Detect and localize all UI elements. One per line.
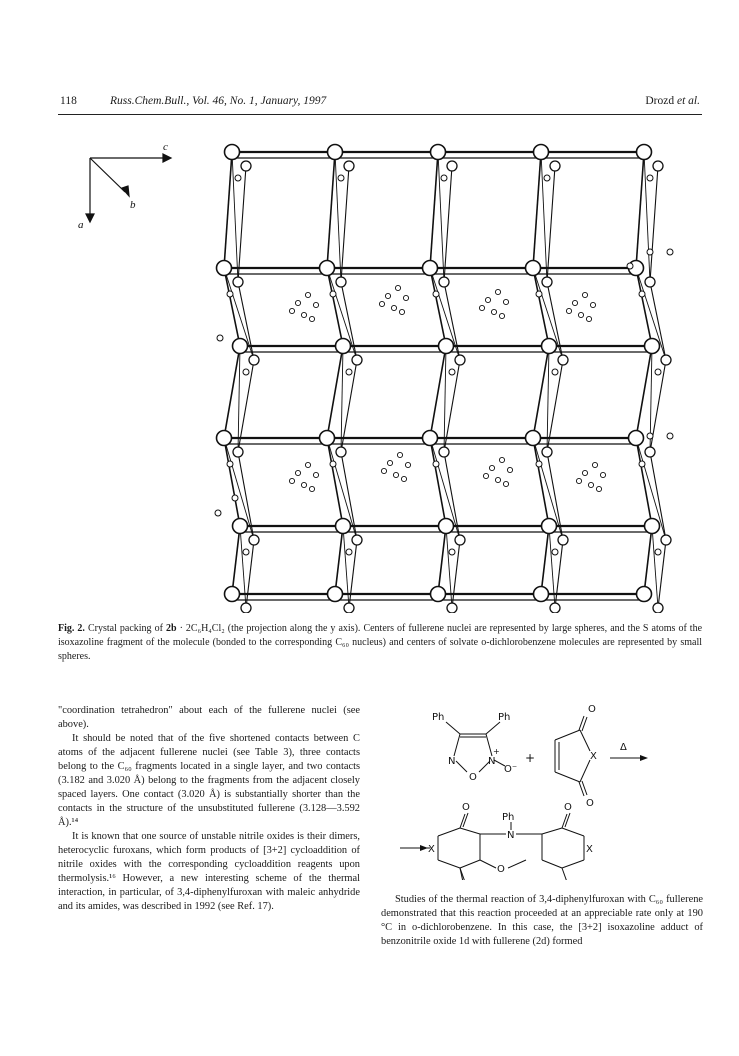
fullerene-sphere (645, 339, 660, 354)
fullerene-sphere (455, 535, 465, 545)
header-rule (58, 114, 702, 115)
solvate-sphere (295, 470, 300, 475)
solvate-sphere (395, 285, 400, 290)
lattice-bond (341, 346, 343, 452)
fullerene-sphere (439, 277, 449, 287)
fullerene-sphere (336, 277, 346, 287)
solvate-sphere (572, 300, 577, 305)
fullerene-sphere (217, 261, 232, 276)
fullerene-sphere (439, 447, 449, 457)
nitrogen-label: N (488, 756, 496, 767)
reaction-scheme (390, 700, 720, 880)
solvate-sphere (309, 486, 314, 491)
solvate-sphere (627, 263, 633, 269)
phenyl-label: Ph (502, 812, 515, 823)
lattice-bond (644, 152, 650, 282)
solvate-sphere (305, 292, 310, 297)
solvate-sphere (313, 472, 318, 477)
oxygen-label: O (497, 864, 505, 875)
lattice-bond (650, 166, 658, 282)
solvate-sphere (393, 472, 398, 477)
fullerene-sphere (645, 519, 660, 534)
lattice-bond (547, 346, 549, 452)
lattice-bond (224, 346, 240, 438)
lattice-drawing (215, 145, 673, 614)
fullerene-sphere (233, 447, 243, 457)
solvate-sphere (301, 482, 306, 487)
running-header (60, 95, 700, 113)
fullerene-sphere (653, 603, 663, 613)
solvate-sphere (503, 481, 508, 486)
oxygen-label: O (462, 802, 470, 813)
lattice-bond (644, 526, 652, 594)
lattice-bond (547, 166, 555, 282)
sulfur-sphere (330, 461, 336, 467)
lattice-bond (533, 152, 541, 268)
crystal-packing-figure (70, 128, 690, 613)
sulfur-sphere (639, 461, 645, 467)
lattice-bond (541, 526, 549, 594)
axis-triad (78, 141, 171, 231)
fullerene-sphere (423, 431, 438, 446)
fullerene-sphere (233, 277, 243, 287)
fullerene-sphere (542, 519, 557, 534)
lattice-bond (446, 526, 452, 608)
fullerene-sphere (344, 161, 354, 171)
phenyl-label: Ph (432, 712, 445, 723)
solvate-sphere (667, 249, 673, 255)
solvate-sphere (507, 467, 512, 472)
fullerene-sphere (637, 587, 652, 602)
fullerene-sphere (542, 339, 557, 354)
sulfur-sphere (433, 291, 439, 297)
fullerene-sphere (423, 261, 438, 276)
sulfur-sphere (552, 369, 558, 375)
fullerene-sphere (241, 161, 251, 171)
sulfur-sphere (227, 291, 233, 297)
solvate-sphere (385, 293, 390, 298)
solvate-sphere (499, 457, 504, 462)
solvate-sphere (495, 477, 500, 482)
sulfur-sphere (433, 461, 439, 467)
lattice-bond (343, 526, 349, 608)
fullerene-sphere (534, 145, 549, 160)
fullerene-sphere (320, 431, 335, 446)
sulfur-sphere (235, 175, 241, 181)
fullerene-sphere (661, 535, 671, 545)
sulfur-sphere (639, 291, 645, 297)
lattice-bond (238, 166, 246, 282)
right-column (381, 893, 703, 949)
plus-sign: + (525, 751, 536, 765)
solvate-sphere (301, 312, 306, 317)
fullerene-sphere (233, 339, 248, 354)
fullerene-sphere (542, 447, 552, 457)
lattice-bond (636, 346, 652, 438)
lattice-bond (636, 152, 644, 268)
sulfur-sphere (346, 369, 352, 375)
heat-label: Δ (620, 742, 627, 753)
fullerene-sphere (225, 587, 240, 602)
sulfur-sphere (330, 291, 336, 297)
axis-c-label: c (163, 141, 168, 153)
solvate-sphere (289, 478, 294, 483)
solvate-sphere (592, 462, 597, 467)
fullerene-sphere (447, 161, 457, 171)
fullerene-sphere (455, 355, 465, 365)
caption-compound: 2b (165, 623, 177, 634)
sulfur-sphere (655, 549, 661, 555)
sulfur-sphere (441, 175, 447, 181)
reaction-scheme-drawing (390, 700, 720, 880)
x-label: X (428, 844, 435, 855)
oxide-label: O⁻ (504, 764, 518, 775)
solvate-sphere (379, 301, 384, 306)
axis-a-label: a (78, 219, 84, 231)
fullerene-sphere (447, 603, 457, 613)
fullerene-sphere (249, 535, 259, 545)
solvate-sphere (313, 302, 318, 307)
lattice-bond (232, 152, 238, 282)
lattice-bond (444, 166, 452, 282)
solvate-sphere (596, 486, 601, 491)
solvate-sphere (405, 462, 410, 467)
lattice-bond (238, 346, 240, 452)
sulfur-sphere (449, 549, 455, 555)
solvate-sphere (403, 295, 408, 300)
oxygen-label: O (469, 772, 477, 783)
lattice-bond (652, 526, 658, 608)
left-column (58, 704, 360, 914)
lattice-bond (232, 526, 240, 594)
fullerene-sphere (233, 519, 248, 534)
lattice-bond (438, 526, 446, 594)
sulfur-sphere (552, 549, 558, 555)
solvate-sphere (647, 249, 653, 255)
fullerene-sphere (344, 603, 354, 613)
solvate-sphere (401, 476, 406, 481)
fullerene-sphere (241, 603, 251, 613)
solvate-sphere (566, 308, 571, 313)
lattice-bond (541, 152, 547, 282)
solvate-sphere (489, 465, 494, 470)
oxygen-label: O (564, 802, 572, 813)
caption-label: Fig. 2. (58, 623, 85, 634)
sulfur-sphere (227, 461, 233, 467)
lattice-bond (533, 346, 549, 438)
lattice-bond (430, 152, 438, 268)
fullerene-sphere (542, 277, 552, 287)
fullerene-sphere (645, 277, 655, 287)
lattice-bond (430, 346, 446, 438)
sulfur-sphere (243, 549, 249, 555)
fullerene-sphere (653, 161, 663, 171)
fullerene-sphere (352, 535, 362, 545)
solvate-sphere (576, 478, 581, 483)
solvate-sphere (295, 300, 300, 305)
solvate-sphere (582, 292, 587, 297)
caption-text: · 2C₆H₄Cl₂ (the projection along the y axis). Centers of fullerene nuclei are represented by large spheres, and the S atoms of the isoxazoline fragment of the molecule (bonded to the corresponding C₆₀ nucleus) and centers of solvate o-dichlorobenzene molecules are represented by small spheres. (58, 623, 703, 662)
lattice-bond (438, 152, 444, 282)
solvate-sphere (600, 472, 605, 477)
solvate-sphere (399, 309, 404, 314)
x-label: X (586, 844, 593, 855)
solvate-sphere (499, 313, 504, 318)
sulfur-sphere (647, 175, 653, 181)
fullerene-sphere (217, 431, 232, 446)
fullerene-sphere (637, 145, 652, 160)
solvate-sphere (485, 297, 490, 302)
lattice-bond (224, 152, 232, 268)
fullerene-sphere (336, 519, 351, 534)
lattice-bond (240, 526, 246, 608)
solvate-sphere (289, 308, 294, 313)
sulfur-sphere (536, 461, 542, 467)
nitrogen-label: N (448, 756, 456, 767)
fullerene-sphere (534, 587, 549, 602)
solvate-sphere (381, 468, 386, 473)
fullerene-sphere (550, 161, 560, 171)
solvate-sphere (491, 309, 496, 314)
solvate-sphere (647, 433, 653, 439)
journal-citation: Russ.Chem.Bull., Vol. 46, No. 1, January, 1997 (110, 95, 327, 107)
paragraph: It should be noted that of the five shortened contacts between C atoms of the adjacent fullerene nuclei (see Table 3), three contacts belong to the C₆₀ fragments located in a single layer, and two contacts (3.182 and 3.020 Å) belong to the fragments from the adjacent closely spaced layers. One contact (3.020 Å) is substantially shorter than the contacts in the structure of the unsubstituted fullerene (3.128—3.592 Å).¹⁴ (58, 733, 360, 828)
sulfur-sphere (338, 175, 344, 181)
fullerene-sphere (320, 261, 335, 276)
solvate-sphere (582, 470, 587, 475)
paragraph: "coordination tetrahedron" about each of the fullerene nuclei (see above). (58, 705, 360, 730)
lattice-bond (444, 346, 446, 452)
lattice-bond (327, 152, 335, 268)
crystal-packing-drawing (70, 128, 690, 613)
fullerene-sphere (526, 261, 541, 276)
fullerene-sphere (629, 431, 644, 446)
paragraph: Studies of the thermal reaction of 3,4-diphenylfuroxan with C₆₀ fullerene demonstrated that this reaction proceeded at an appreciable rate only at 190 °C in o-dichlorobenzene. In this case, the [3+2] isoxazoline adduct of benzonitrile oxide 1d with fullerene (2d) formed (381, 894, 703, 947)
solvate-sphere (391, 305, 396, 310)
sulfur-sphere (449, 369, 455, 375)
lattice-bond (341, 166, 349, 282)
sulfur-sphere (544, 175, 550, 181)
fullerene-sphere (439, 519, 454, 534)
lattice-bond (335, 526, 343, 594)
solvate-sphere (667, 433, 673, 439)
solvate-sphere (232, 495, 238, 501)
sulfur-sphere (243, 369, 249, 375)
solvate-sphere (503, 299, 508, 304)
fullerene-sphere (550, 603, 560, 613)
fullerene-sphere (439, 339, 454, 354)
fullerene-sphere (328, 587, 343, 602)
sulfur-sphere (346, 549, 352, 555)
fullerene-sphere (352, 355, 362, 365)
fullerene-sphere (558, 535, 568, 545)
fullerene-sphere (431, 145, 446, 160)
fullerene-sphere (328, 145, 343, 160)
lattice-bond (549, 526, 555, 608)
oxygen-label: O (588, 704, 596, 715)
phenyl-label: Ph (498, 712, 511, 723)
fullerene-sphere (645, 447, 655, 457)
oxygen-label: O (586, 798, 594, 809)
fullerene-sphere (526, 431, 541, 446)
page-number: 118 (60, 95, 77, 107)
solvate-sphere (217, 335, 223, 341)
nitrogen-label: N (507, 830, 515, 841)
solvate-sphere (588, 482, 593, 487)
solvate-sphere (479, 305, 484, 310)
lattice-bond (335, 152, 341, 282)
solvate-sphere (387, 460, 392, 465)
fullerene-sphere (336, 339, 351, 354)
solvate-sphere (397, 452, 402, 457)
sulfur-sphere (655, 369, 661, 375)
charge-label: + (493, 747, 500, 756)
figure-caption: Fig. 2. Crystal packing of 2b · 2C₆H₄Cl₂ (the projection along the y axis). Centers of fullerene nuclei are represented by large spheres, and the S atoms of the isoxazoline fragment of the molecule (bonded to the corresponding C₆₀ nucleus) and centers of solvate o-dichlorobenzene molecules are represented by small spheres. (58, 623, 703, 662)
fullerene-sphere (249, 355, 259, 365)
fullerene-sphere (558, 355, 568, 365)
fullerene-sphere (431, 587, 446, 602)
solvate-sphere (578, 312, 583, 317)
sulfur-sphere (536, 291, 542, 297)
paragraph: It is known that one source of unstable nitrile oxides is their dimers, heterocyclic furoxans, which form products of [3+2] cycloaddition of nitrile oxides with the corresponding cycloaddition reagents upon thermolysis.¹⁶ However, a new interesting scheme of the thermal interaction, in particular, of 3,4-diphenylfuroxan with maleic anhydride and its amides, was described in 1992 (see Ref. 17). (58, 831, 360, 912)
solvate-sphere (305, 462, 310, 467)
x-label: X (590, 751, 597, 762)
solvate-sphere (495, 289, 500, 294)
axis-b-label: b (130, 199, 136, 211)
solvate-sphere (483, 473, 488, 478)
solvate-sphere (309, 316, 314, 321)
fullerene-sphere (225, 145, 240, 160)
lattice-bond (327, 346, 343, 438)
solvate-sphere (215, 510, 221, 516)
header-authors: Drozd et al. (645, 95, 700, 107)
solvate-sphere (590, 302, 595, 307)
fullerene-sphere (336, 447, 346, 457)
fullerene-sphere (661, 355, 671, 365)
solvate-sphere (586, 316, 591, 321)
